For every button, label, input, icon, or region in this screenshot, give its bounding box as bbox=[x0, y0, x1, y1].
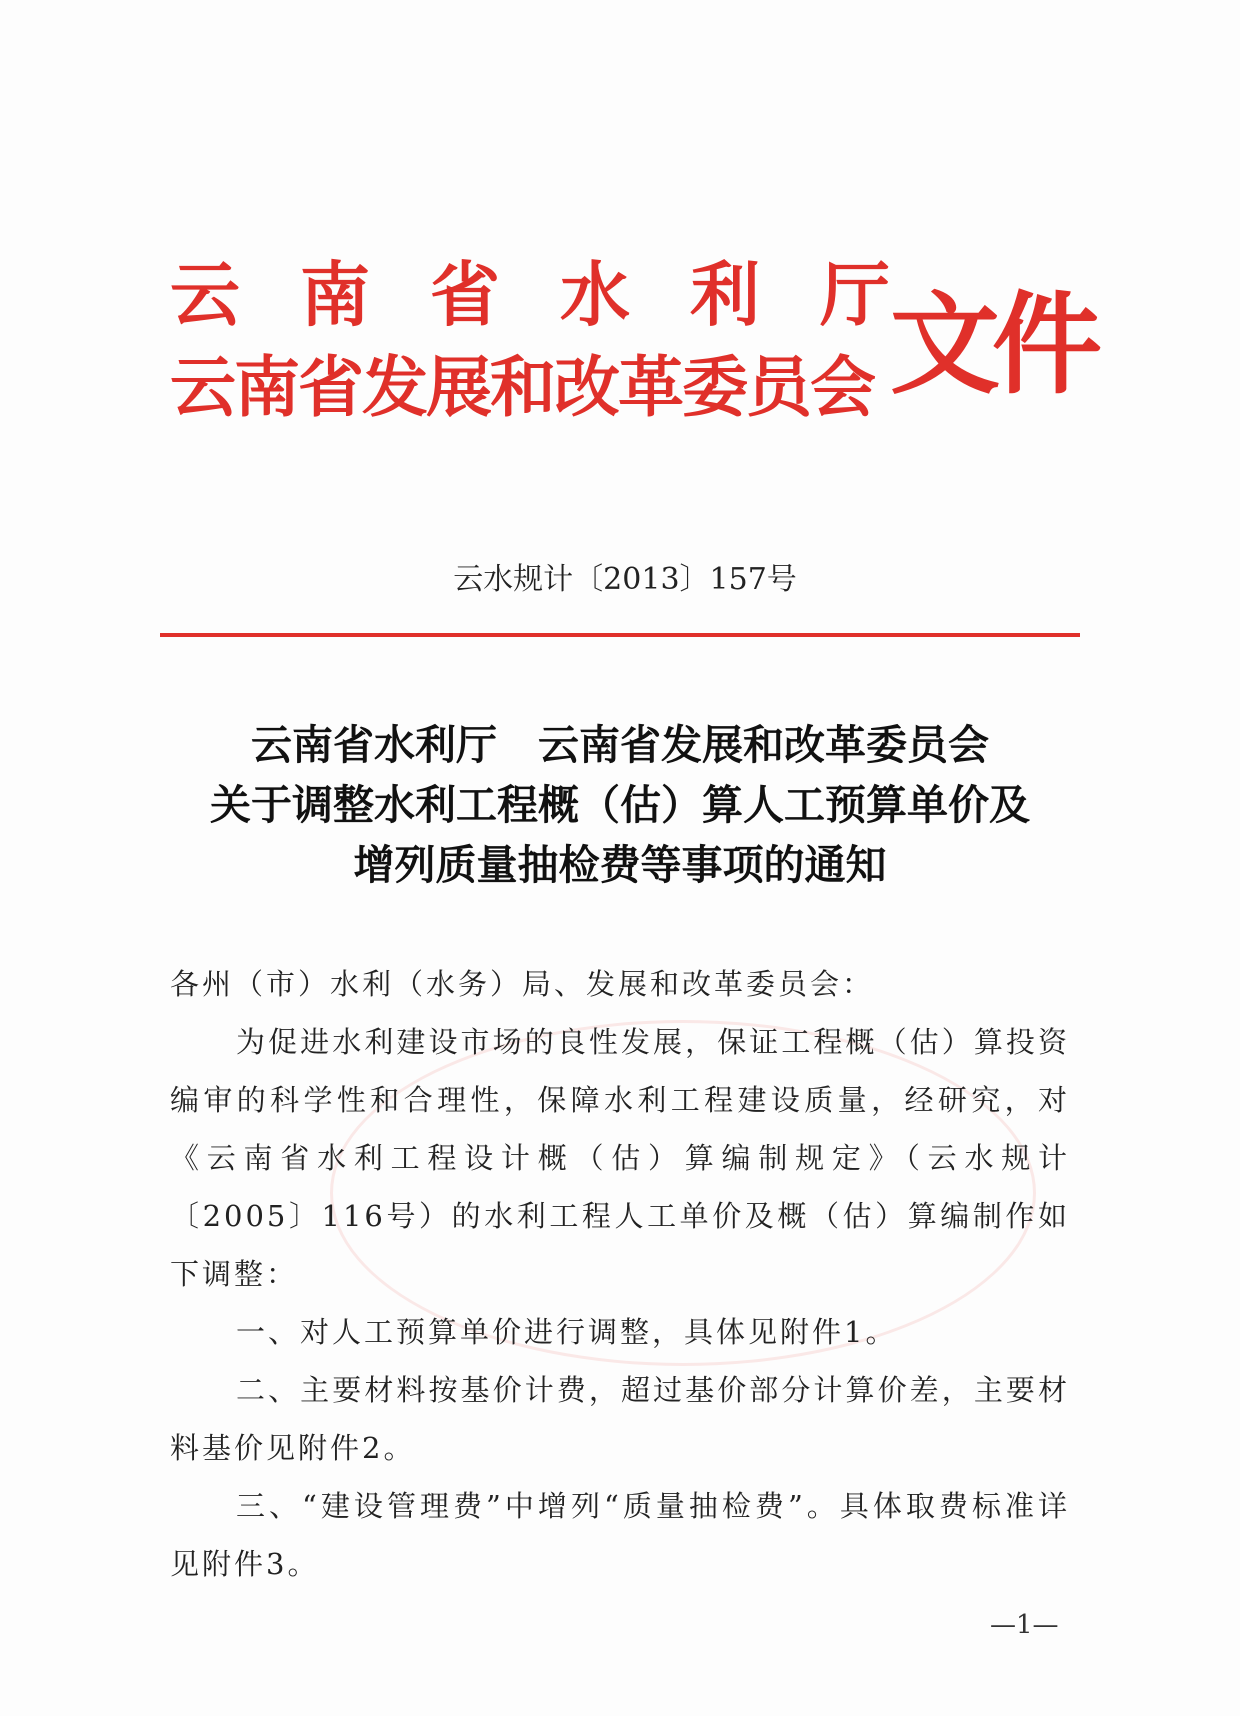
masthead-char: 云 bbox=[170, 253, 240, 336]
masthead-org-line1 bbox=[170, 255, 890, 335]
masthead-char: 省 bbox=[430, 253, 500, 336]
title-line-2: 关于调整水利工程概（估）算人工预算单价及 bbox=[210, 781, 1030, 829]
document-body bbox=[170, 955, 1070, 1593]
masthead-char: 厅 bbox=[820, 253, 890, 336]
masthead-org-line2: 云南省发展和改革委员会 bbox=[170, 348, 874, 426]
recipients: 各州（市）水利（水务）局、发展和改革委员会： bbox=[170, 967, 875, 1001]
page-number: —1— bbox=[990, 1610, 1059, 1640]
masthead-doc-word: 文件 bbox=[890, 280, 1094, 409]
masthead-char: 南 bbox=[300, 253, 370, 336]
item-1: 一、对人工预算单价进行调整，具体见附件1。 bbox=[236, 1315, 898, 1349]
item-2: 二、主要材料按基价计费，超过基价部分计算价差，主要材料基价见附件2。 bbox=[170, 1373, 1070, 1465]
document-number: 云水规计〔2013〕157号 bbox=[453, 562, 797, 597]
masthead bbox=[170, 253, 1094, 445]
document-title bbox=[130, 715, 1110, 895]
title-line-1: 云南省水利厅 云南省发展和改革委员会 bbox=[251, 721, 989, 769]
title-line-3: 增列质量抽检费等事项的通知 bbox=[353, 841, 887, 889]
masthead-char: 水 bbox=[560, 253, 630, 336]
masthead-char: 利 bbox=[690, 253, 760, 336]
item-3: 三、“建设管理费”中增列“质量抽检费”。具体取费标准详见附件3。 bbox=[170, 1489, 1070, 1581]
red-divider-line bbox=[160, 633, 1080, 637]
intro-paragraph: 为促进水利建设市场的良性发展，保证工程概（估）算投资编审的科学性和合理性，保障水利工程建设质量，经研究，对《云南省水利工程设计概（估）算编制规定》（云水规计〔2005〕116号）的水利工程人工单价及概（估）算编制作如下调整： bbox=[170, 1025, 1070, 1291]
